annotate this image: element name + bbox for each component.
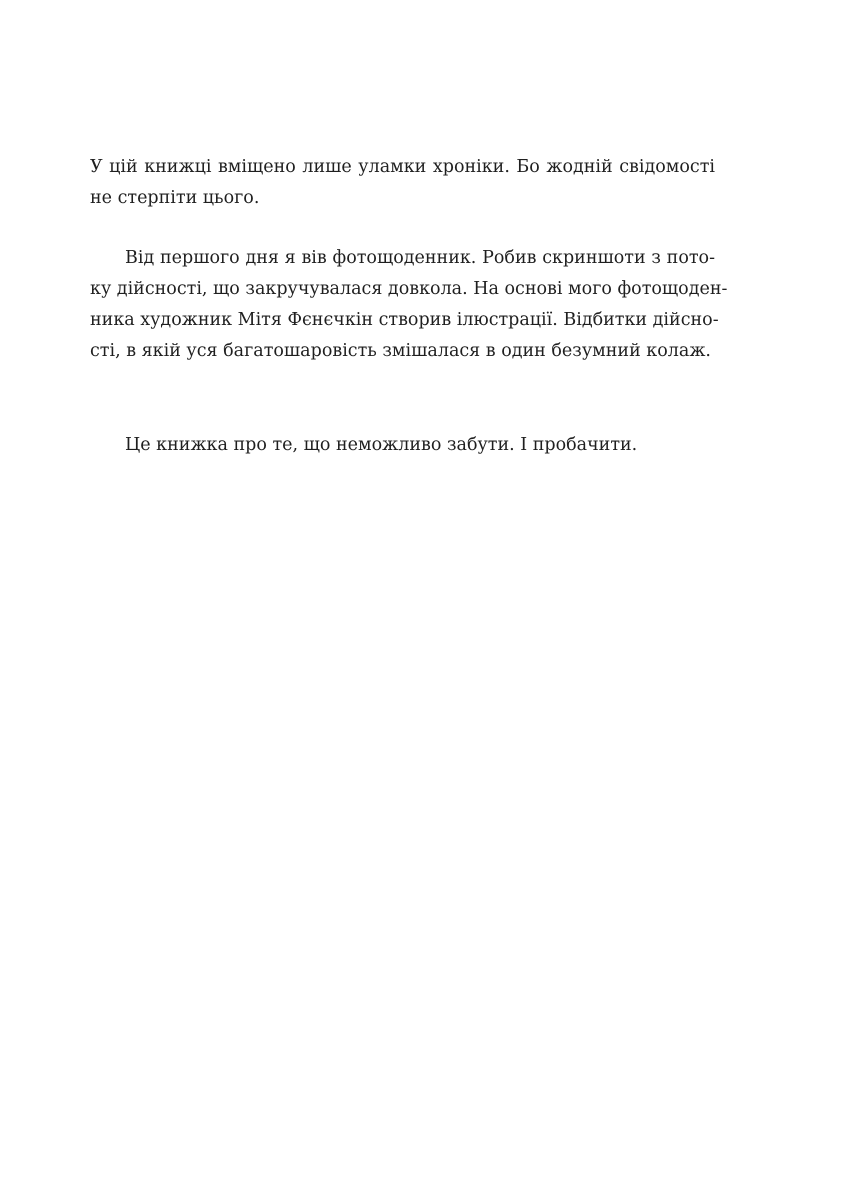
paragraph-line: Від першого дня я вів фотощоденник. Робив скриншоти з пото-	[125, 248, 715, 268]
paragraph-closing	[90, 430, 715, 461]
paragraph-line: ника художник Мітя Фєнєчкін створив ілюстрації. Відбитки дійсно-	[90, 310, 719, 330]
paragraph-line: У цій книжці вміщено лише уламки хроніки. Бо жодній свідомості	[90, 157, 715, 177]
paragraph-line: ку дійсності, що закручувалася довкола. На основі мого фотощоден-	[90, 279, 728, 299]
paragraph-photodiary	[90, 243, 728, 367]
paragraph-line: не стерпіти цього.	[90, 188, 260, 208]
paragraph-line: сті, в якій уся багатошаровість змішалася в один безумний колаж.	[90, 341, 711, 361]
paragraph-line: Це книжка про те, що неможливо забути. І пробачити.	[125, 435, 638, 455]
paragraph-intro	[90, 152, 715, 214]
